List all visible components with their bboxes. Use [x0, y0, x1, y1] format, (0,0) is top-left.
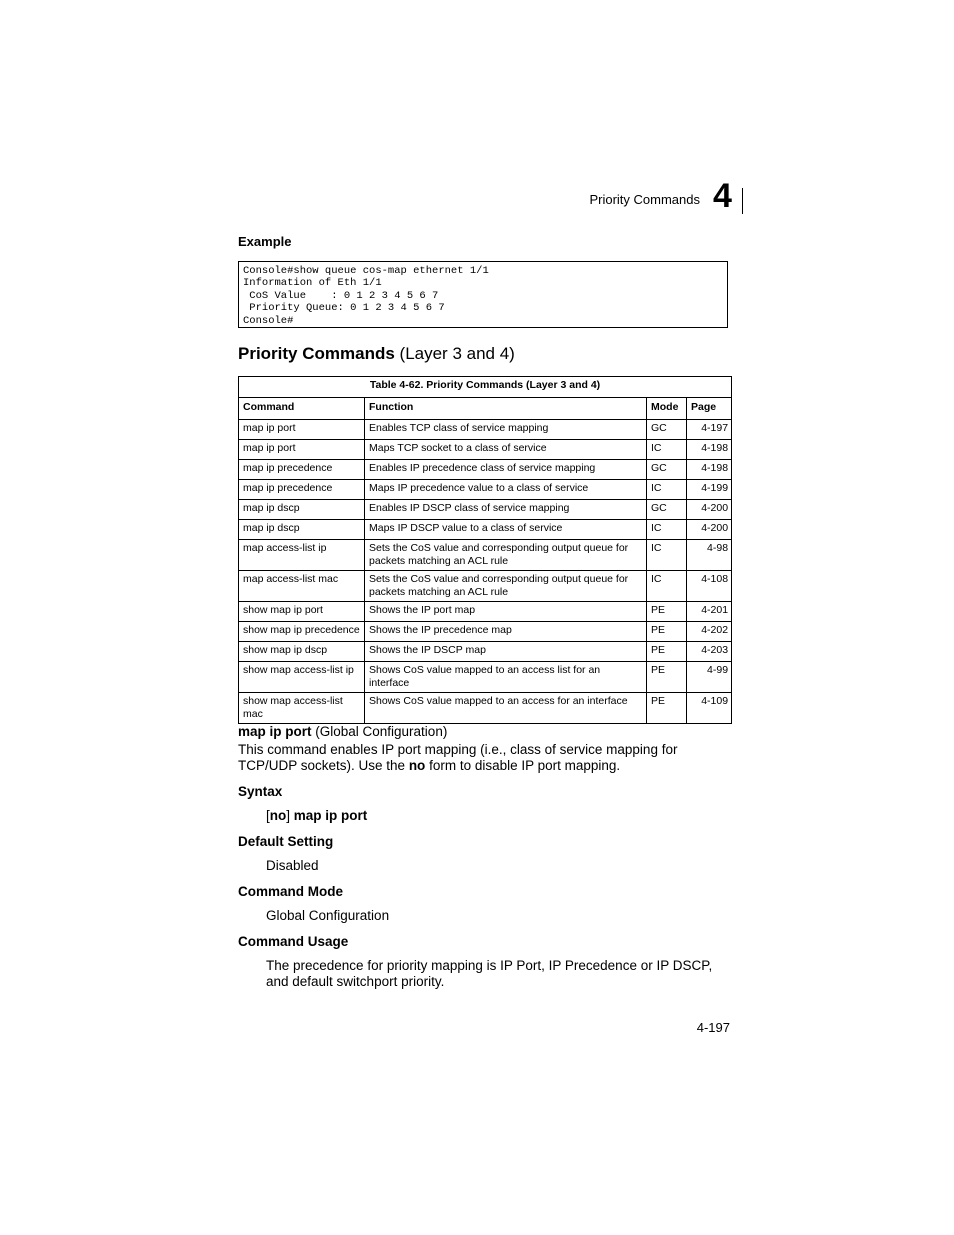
cell-page: 4-98 [687, 540, 732, 571]
cell-function: Shows CoS value mapped to an access list for an interface [365, 662, 647, 693]
cell-mode: IC [647, 571, 687, 602]
cell-mode: IC [647, 440, 687, 460]
running-header: Priority Commands [589, 192, 700, 207]
cell-mode: PE [647, 622, 687, 642]
example-heading: Example [238, 234, 292, 249]
column-header-function: Function [365, 398, 647, 420]
cell-page: 4-200 [687, 500, 732, 520]
cell-function: Shows the IP precedence map [365, 622, 647, 642]
cell-mode: PE [647, 693, 687, 724]
cell-mode: PE [647, 662, 687, 693]
cell-command: map ip dscp [239, 520, 365, 540]
description-part-1: This command enables IP port mapping (i.e., class of service mapping for TCP/UDP sockets). Use the [238, 742, 678, 773]
chapter-divider [742, 188, 743, 214]
cell-page: 4-200 [687, 520, 732, 540]
cell-mode: IC [647, 480, 687, 500]
table-row [239, 460, 732, 480]
table-row [239, 440, 732, 460]
cell-command: show map access-list ip [239, 662, 365, 693]
syntax-command: map ip port [293, 808, 368, 823]
cell-command: map ip port [239, 420, 365, 440]
cell-page: 4-202 [687, 622, 732, 642]
chapter-number: 4 [713, 177, 732, 215]
column-header-page: Page [687, 398, 732, 420]
cell-command: show map ip port [239, 602, 365, 622]
cell-function: Shows the IP port map [365, 602, 647, 622]
cell-command: map access-list ip [239, 540, 365, 571]
command-title [238, 724, 447, 739]
table-row [239, 540, 732, 571]
syntax-no-keyword: no [269, 808, 287, 823]
cell-page: 4-198 [687, 460, 732, 480]
cell-function: Enables IP DSCP class of service mapping [365, 500, 647, 520]
cell-command: show map ip precedence [239, 622, 365, 642]
code-example: Console#show queue cos-map ethernet 1/1 Information of Eth 1/1 CoS Value : 0 1 2 3 4 5 6 7 Priority Queue: 0 1 2 3 4 5 6 7 Console# [238, 261, 728, 328]
command-name: map ip port [238, 724, 312, 739]
cell-mode: GC [647, 420, 687, 440]
cell-function: Shows the IP DSCP map [365, 642, 647, 662]
table-row [239, 520, 732, 540]
cell-function: Maps TCP socket to a class of service [365, 440, 647, 460]
table-row [239, 622, 732, 642]
syntax-line [266, 808, 367, 823]
cell-page: 4-197 [687, 420, 732, 440]
command-context: (Global Configuration) [311, 724, 448, 739]
cell-page: 4-198 [687, 440, 732, 460]
command-usage-heading: Command Usage [238, 934, 349, 949]
cell-mode: GC [647, 460, 687, 480]
cell-command: map ip dscp [239, 500, 365, 520]
cell-function: Maps IP precedence value to a class of service [365, 480, 647, 500]
table-row [239, 420, 732, 440]
cell-page: 4-108 [687, 571, 732, 602]
table-row [239, 480, 732, 500]
command-description [238, 742, 730, 774]
cell-function: Sets the CoS value and corresponding output queue for packets matching an ACL rule [365, 571, 647, 602]
cell-command: map access-list mac [239, 571, 365, 602]
cell-mode: GC [647, 500, 687, 520]
table-caption: Table 4-62. Priority Commands (Layer 3 and 4) [239, 377, 732, 398]
description-no-keyword: no [408, 758, 426, 773]
section-title-suffix: (Layer 3 and 4) [394, 344, 515, 363]
section-title [238, 344, 515, 364]
table-row [239, 500, 732, 520]
syntax-heading: Syntax [238, 784, 283, 799]
table-row [239, 662, 732, 693]
cell-mode: PE [647, 642, 687, 662]
cell-page: 4-201 [687, 602, 732, 622]
cell-page: 4-99 [687, 662, 732, 693]
cell-function: Sets the CoS value and corresponding output queue for packets matching an ACL rule [365, 540, 647, 571]
cell-function: Shows CoS value mapped to an access for an interface [365, 693, 647, 724]
column-header-mode: Mode [647, 398, 687, 420]
cell-mode: IC [647, 520, 687, 540]
column-header-command: Command [239, 398, 365, 420]
description-part-2: form to disable IP port mapping. [425, 758, 621, 773]
table-row [239, 571, 732, 602]
cell-function: Enables IP precedence class of service mapping [365, 460, 647, 480]
command-usage-text: The precedence for priority mapping is IP Port, IP Precedence or IP DSCP, and default switchport priority. [266, 958, 713, 989]
table-row [239, 642, 732, 662]
default-setting-value: Disabled [266, 858, 319, 873]
command-mode-heading: Command Mode [238, 884, 344, 899]
cell-page: 4-203 [687, 642, 732, 662]
cell-page: 4-109 [687, 693, 732, 724]
cell-command: show map access-list mac [239, 693, 365, 724]
section-title-main: Priority Commands [238, 344, 395, 363]
syntax-open-bracket: [ [266, 808, 270, 823]
cell-mode: PE [647, 602, 687, 622]
cell-command: map ip precedence [239, 480, 365, 500]
cell-command: show map ip dscp [239, 642, 365, 662]
cell-function: Maps IP DSCP value to a class of service [365, 520, 647, 540]
cell-mode: IC [647, 540, 687, 571]
table-row [239, 602, 732, 622]
default-setting-heading: Default Setting [238, 834, 334, 849]
cell-command: map ip port [239, 440, 365, 460]
cell-function: Enables TCP class of service mapping [365, 420, 647, 440]
cell-command: map ip precedence [239, 460, 365, 480]
cell-page: 4-199 [687, 480, 732, 500]
priority-commands-table [238, 376, 732, 724]
command-mode-value: Global Configuration [266, 908, 390, 923]
page-number: 4-197 [696, 1020, 730, 1035]
table-row [239, 693, 732, 724]
syntax-close-bracket: ] [286, 808, 294, 823]
